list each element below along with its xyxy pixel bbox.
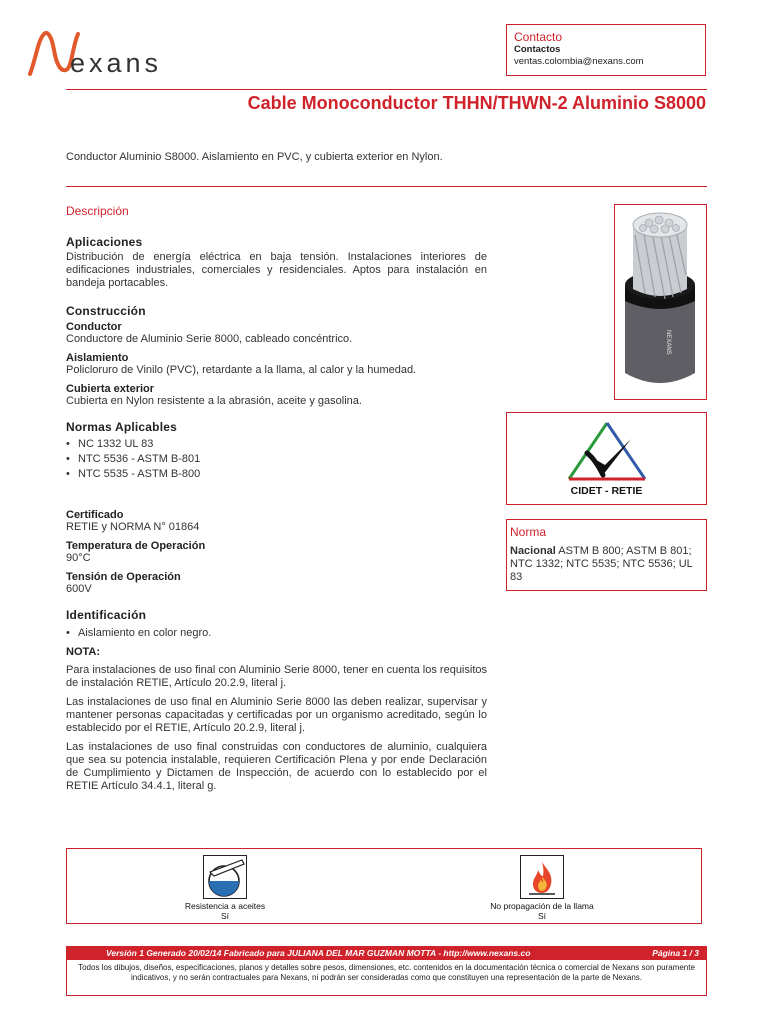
flame-retardant-icon [520, 855, 564, 899]
certificado-heading: Certificado [66, 509, 124, 521]
cidet-retie-box [506, 412, 707, 505]
footer-bar [66, 946, 707, 960]
nota-heading: NOTA: [66, 646, 101, 658]
list-item: • NC 1332 UL 83 [66, 437, 487, 452]
footer-disclaimer: Todos los dibujos, diseños, especificaciones, planos y detalles sobre pesos, dimensiones, etc. contenidos en la documentación técnica o comercial de Nexans son puramente indicativos, y no serán contractuales para Nexans, ni podrán ser consideradas como que constituyen una representación de la parte de Nexans. [66, 960, 707, 996]
temperatura-heading: Temperatura de Operación [66, 540, 206, 552]
description-label: Descripción [66, 204, 129, 218]
divider-mid [66, 186, 707, 187]
list-item: • NTC 5535 - ASTM B-800 [66, 467, 487, 482]
cable-sheath-text: NEXANS [665, 330, 671, 355]
tension-text: 600V [66, 583, 92, 595]
normas-list [66, 437, 487, 482]
properties-box [66, 848, 702, 924]
aislamiento-text: Policloruro de Vinilo (PVC), retardante a la llama, al calor y la humedad. [66, 364, 417, 376]
cubierta-text: Cubierta en Nylon resistente a la abrasión, aceite y gasolina. [66, 395, 362, 407]
identificacion-list [66, 626, 487, 641]
tension-heading: Tensión de Operación [66, 571, 181, 583]
brand-name: exans [70, 48, 163, 78]
contact-email[interactable]: ventas.colombia@nexans.com [514, 56, 644, 67]
aplicaciones-text: Distribución de energía eléctrica en baja tensión. Instalaciones interiores de edificaciones industriales, comerciales y residenciales. Aptos para instalación en bandeja portacables. [66, 251, 487, 289]
cubierta-heading: Cubierta exterior [66, 383, 155, 395]
certificado-text: RETIE y NORMA N° 01864 [66, 521, 200, 533]
nota-paragraph-2: Las instalaciones de uso final en Aluminio Serie 8000 las deben realizar, supervisar y mantener personas capacitadas y certificadas por un organismo acreditado, según lo establecido por el RETIE, Artículo 20.2.9, literal j. [66, 696, 487, 734]
property-label: Resistencia a aceites [184, 901, 266, 911]
divider-top [66, 89, 707, 90]
footer-generated: Versión 1 Generado 20/02/14 Fabricado para JULIANA DEL MAR GUZMAN MOTTA - http://www.nexans.co [106, 948, 531, 958]
norma-title: Norma [510, 525, 547, 539]
property-flame [472, 901, 612, 921]
norma-text [510, 545, 703, 584]
description-section [66, 204, 487, 793]
property-label: No propagación de la llama [490, 901, 594, 911]
footer-page-number: Página 1 / 3 [652, 948, 699, 958]
contact-title: Contacto [514, 30, 563, 44]
cable-image-box [614, 204, 707, 400]
contact-box [506, 24, 706, 76]
cable-image [615, 205, 706, 399]
norma-bold-label: Nacional [510, 545, 556, 557]
identificacion-heading: Identificación [66, 608, 147, 622]
cidet-retie-label: CIDET - RETIE [570, 485, 643, 497]
construccion-heading: Construcción [66, 304, 146, 318]
property-value: Sí [220, 911, 230, 921]
property-oil [160, 901, 290, 921]
list-item: • Aislamiento en color negro. [66, 626, 487, 641]
oil-resistance-icon [203, 855, 247, 899]
list-item: • NTC 5536 - ASTM B-801 [66, 452, 487, 467]
subtitle: Conductor Aluminio S8000. Aislamiento en PVC, y cubierta exterior en Nylon. [66, 151, 443, 163]
temperatura-text: 90°C [66, 552, 91, 564]
norma-values: ASTM B 800; ASTM B 801; NTC 1332; NTC 5535; NTC 5536; UL 83 [510, 545, 693, 583]
normas-heading: Normas Aplicables [66, 420, 177, 434]
nota-paragraph-3: Las instalaciones de uso final construidas con conductores de aluminio, cualquiera que sea su potencia instalable, requieren Certificación Plena y por ende Declaración de Cumplimiento y Dictamen de Inspección, de acuerdo con lo establecido por el RETIE Artículo 34.4.1, literal g. [66, 741, 487, 792]
conductor-text: Conductore de Aluminio Serie 8000, cableado concéntrico. [66, 333, 353, 345]
nota-paragraph-1: Para instalaciones de uso final con Aluminio Serie 8000, tener en cuenta los requisitos de instalación RETIE, Artículo 20.2.9, literal j. [66, 664, 487, 689]
conductor-heading: Conductor [66, 321, 122, 333]
page-title: Cable Monoconductor THHN/THWN-2 Aluminio S8000 [247, 93, 706, 113]
aplicaciones-heading: Aplicaciones [66, 235, 143, 249]
aislamiento-heading: Aislamiento [66, 352, 129, 364]
nexans-logo [26, 28, 216, 80]
contact-line: Contactos [514, 44, 561, 55]
property-value: Sí [537, 911, 547, 921]
norma-box [506, 519, 707, 591]
